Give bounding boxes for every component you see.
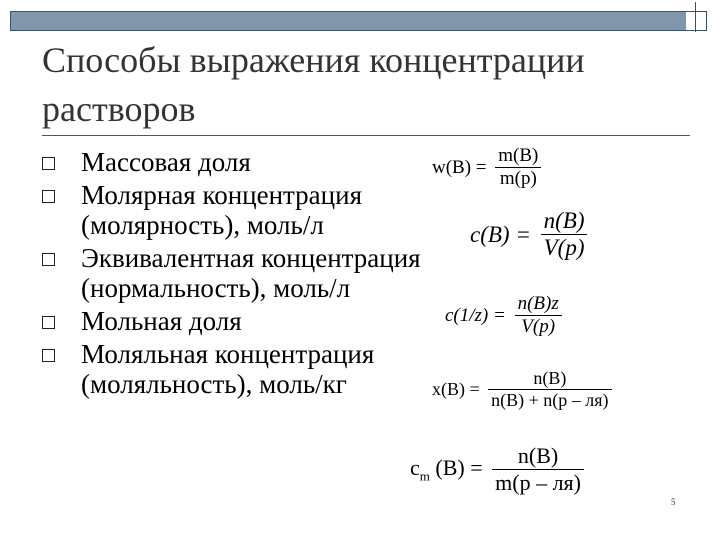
- formula-denominator: V(p): [521, 316, 556, 338]
- formula-lhs: w(B) =: [432, 156, 487, 178]
- list-item: [42, 339, 422, 399]
- formula-lhs-rest: (B) =: [435, 454, 483, 480]
- header-corner-box: [686, 11, 707, 31]
- formula-lhs: [410, 455, 483, 484]
- formula-lhs: x(B) =: [432, 379, 480, 400]
- formula-lhs: c(1/z) =: [445, 304, 506, 326]
- bullet-text: Моляльная концентрация (моляльность), моль/кг: [81, 339, 375, 399]
- formula-subscript: m: [419, 468, 430, 484]
- formula-lhs: c(B) =: [470, 221, 531, 247]
- formula-numerator: n(B)z: [517, 293, 559, 314]
- bullet-list: [42, 147, 422, 402]
- formula-fraction: [495, 145, 541, 190]
- formula-numerator: n(B): [543, 208, 585, 233]
- bullet-text: Массовая доля: [81, 147, 251, 177]
- formula-mole-fraction: [432, 368, 612, 411]
- formula-molarity: [470, 208, 587, 261]
- formula-fraction: [515, 293, 562, 338]
- bullet-text: Молярная концентрация (молярность), моль/л: [81, 180, 362, 240]
- formula-denominator: V(p): [543, 235, 585, 261]
- title-divider: [42, 135, 690, 136]
- square-bullet-icon: [42, 316, 55, 329]
- square-bullet-icon: [42, 157, 55, 170]
- list-item: [42, 306, 422, 336]
- square-bullet-icon: [42, 190, 55, 203]
- formula-fraction: [492, 443, 584, 496]
- formula-denominator: m(p – ля): [495, 470, 581, 496]
- formula-molality: [410, 443, 584, 496]
- formula-numerator: n(B): [533, 368, 567, 388]
- formula-fraction: [541, 208, 588, 261]
- header-bar: [10, 11, 687, 31]
- formula-denominator: n(B) + n(p – ля): [491, 390, 609, 411]
- bullet-text: Мольная доля: [81, 306, 242, 336]
- slide-title: Способы выражения концентрации растворов: [42, 40, 585, 129]
- formula-normality: [445, 293, 562, 338]
- bullet-text: Эквивалентная концентрация (нормальность), моль/л: [81, 243, 421, 303]
- page-number: 5: [671, 497, 676, 507]
- square-bullet-icon: [42, 253, 55, 266]
- formula-symbol: c: [410, 454, 420, 480]
- list-item: [42, 147, 422, 177]
- formula-mass-fraction: [432, 145, 541, 190]
- formula-numerator: m(B): [498, 145, 539, 166]
- formula-fraction: [488, 368, 611, 411]
- square-bullet-icon: [42, 349, 55, 362]
- formula-denominator: m(p): [499, 168, 537, 190]
- list-item: [42, 180, 422, 240]
- list-item: [42, 243, 422, 303]
- formula-numerator: n(B): [517, 443, 559, 468]
